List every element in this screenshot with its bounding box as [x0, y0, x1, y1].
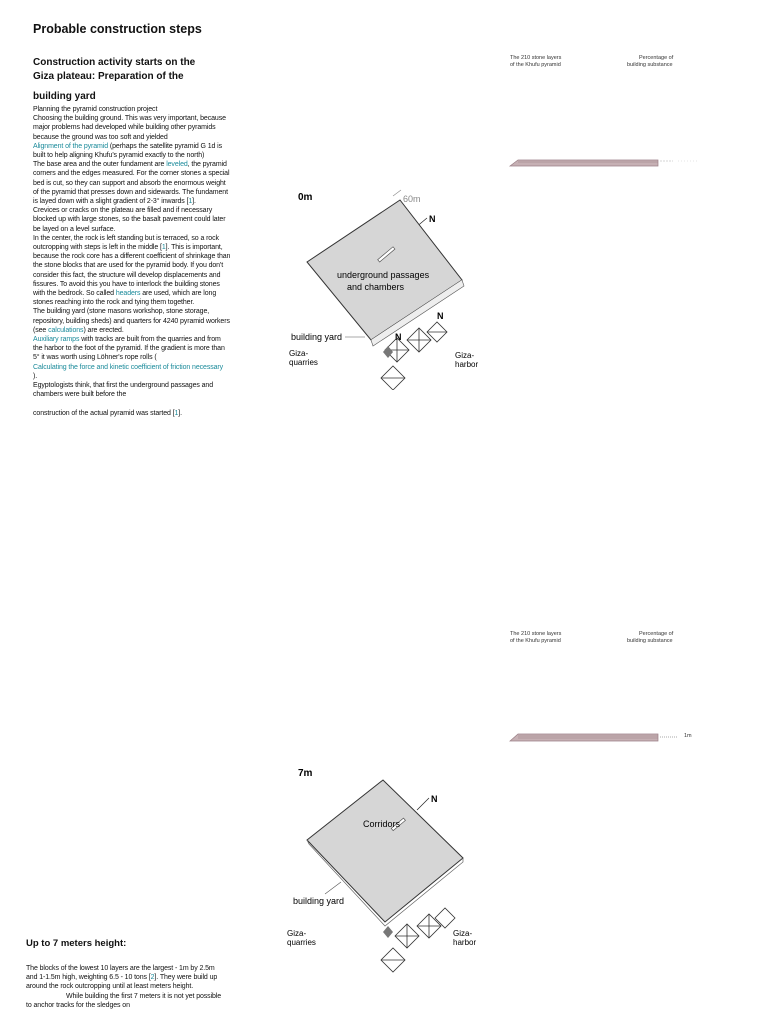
- passages-label-line2: and chambers: [347, 282, 405, 292]
- harbor-label-2-line2: harbor: [453, 938, 477, 947]
- height-label-0m: 0m: [298, 192, 313, 203]
- harbor-label-line1: Giza-: [455, 351, 475, 360]
- link-alignment[interactable]: Alignment of the pyramid: [33, 142, 109, 150]
- para-leveled: The base area and the outer fundament are leveled, the pyramid corners and the edges measured. For the corner stones a special bed is cut, so they can support and absorb the enormous weight of the pyramid that presses down and sidewards. The fundament is layed down with a slight gradient of 2-3° inwards [1].: [33, 161, 230, 206]
- section2-body: [26, 964, 226, 1010]
- stone-layers-bar-bottom: [508, 731, 683, 743]
- section2-heading: Up to 7 meters height:: [26, 938, 127, 949]
- para-egyptologists: Egyptologists think, that first the underground passages and chambers were built before the: [33, 382, 214, 399]
- para-lowest-layers: The blocks of the lowest 10 layers are the largest - 1m by 2.5m and 1-1.5m high, weighting 6.5 - 10 tons [2]. They were build up around the rock outcropping until at least meters height.: [26, 965, 218, 991]
- quarries-label-2-line1: Giza-: [287, 929, 307, 938]
- quarries-label-line1: Giza-: [289, 349, 309, 358]
- legend-percentage-bottom: Percentage of building substance: [627, 631, 674, 644]
- page-title: Probable construction steps: [33, 22, 202, 36]
- para-crevices: Crevices or cracks on the plateau are filled and if necessary blocked up with large stones, so the basalt pavement could later be layed on a level surface.: [33, 207, 226, 233]
- para-center-rock: In the center, the rock is left standing but is terraced, so a rock outcropping with steps is left in the middle [1]. This is important, because the rock core has a different coefficient of shrinkage than the stone blocks that are used for the pyramid body. If you don't consider this fact, the structure will develop displacements and fissures. To avoid this you have to interlock the building stones with the bedrock. So called headers are used, which are long stones reaching into the rock and tying them together.: [33, 234, 231, 307]
- ref-link-2[interactable]: 1: [161, 244, 166, 252]
- link-leveled[interactable]: leveled: [166, 161, 188, 169]
- legend-layers-top: The 210 stone layers of the Khufu pyramid: [510, 55, 562, 68]
- north-label-2: N: [395, 332, 402, 342]
- section-subtitle: [33, 56, 233, 84]
- north-arrow-icon-2: [417, 798, 429, 810]
- scale-label: 1m: [684, 733, 692, 739]
- passages-label-line1: underground passages: [337, 270, 430, 280]
- link-friction[interactable]: Calculating the force and kinetic coefficient of friction necessary: [33, 363, 224, 371]
- ref-link-3[interactable]: 1: [174, 409, 179, 417]
- diagram-0m: [285, 180, 505, 390]
- quarries-label-line2: quarries: [289, 358, 318, 367]
- legend-layers-bottom: The 210 stone layers of the Khufu pyramid: [510, 631, 562, 644]
- building-yard-label-2: building yard: [293, 896, 345, 906]
- north-label-3: N: [437, 311, 444, 321]
- stone-layers-bar-top: [508, 157, 698, 167]
- para-friction-link: [33, 363, 231, 372]
- section1-body: [33, 105, 231, 418]
- height-label-7m: 7m: [298, 768, 313, 779]
- para-ramps: Auxiliary ramps with tracks are built from the quarries and from the harbor to the foot of the pyramid. If the gradient is more than 5° it was worth using Löhner's rope rolls (: [33, 336, 225, 362]
- harbor-label-line2: harbor: [455, 360, 479, 369]
- ref-link-section2[interactable]: 2: [150, 974, 155, 982]
- ref-link-1[interactable]: 1: [188, 198, 193, 206]
- para-building-yard: The building yard (stone masons workshop, stone storage, repository, building sheds) and quarters for 4240 pyramid workers (see calculations) are erected.: [33, 308, 230, 334]
- para-alignment: Alignment of the pyramid (perhaps the satellite pyramid G 1d is built to help aligning Khufu's pyramid exactly to the north): [33, 142, 223, 160]
- link-headers[interactable]: headers: [115, 290, 141, 298]
- para-ground: Choosing the building ground. This was very important, because major problems had developed while building other pyramids because the ground was too soft and yielded: [33, 115, 226, 141]
- legend-percentage-top: Percentage of building substance: [627, 55, 674, 68]
- subtitle-line-1: Construction activity starts on the: [33, 57, 196, 68]
- diagram-7m: [285, 760, 505, 975]
- para-friction-close: ).: [33, 372, 38, 380]
- building-yard-label: building yard: [291, 332, 343, 342]
- north-arrow-label: N: [429, 214, 436, 224]
- para-first-7m: While building the first 7 meters it is not yet possible to anchor tracks for the sledges on: [26, 992, 222, 1009]
- satellite-pyramids-icon-2: [381, 908, 455, 972]
- north-arrow-label-2: N: [431, 794, 438, 804]
- subtitle-line-2: Giza plateau: Preparation of the: [33, 71, 184, 82]
- corridors-label: Corridors: [363, 819, 401, 829]
- subtitle-line-3: building yard: [33, 91, 96, 102]
- link-calculations[interactable]: calculations: [48, 326, 84, 334]
- para-planning: Planning the pyramid construction project: [33, 106, 158, 113]
- dimension-label: 60m: [403, 194, 421, 204]
- harbor-label-2-line1: Giza-: [453, 929, 473, 938]
- para-construction-start: construction of the actual pyramid was started [1].: [33, 409, 182, 417]
- link-auxiliary-ramps[interactable]: Auxiliary ramps: [33, 336, 80, 344]
- quarries-label-2-line2: quarries: [287, 938, 316, 947]
